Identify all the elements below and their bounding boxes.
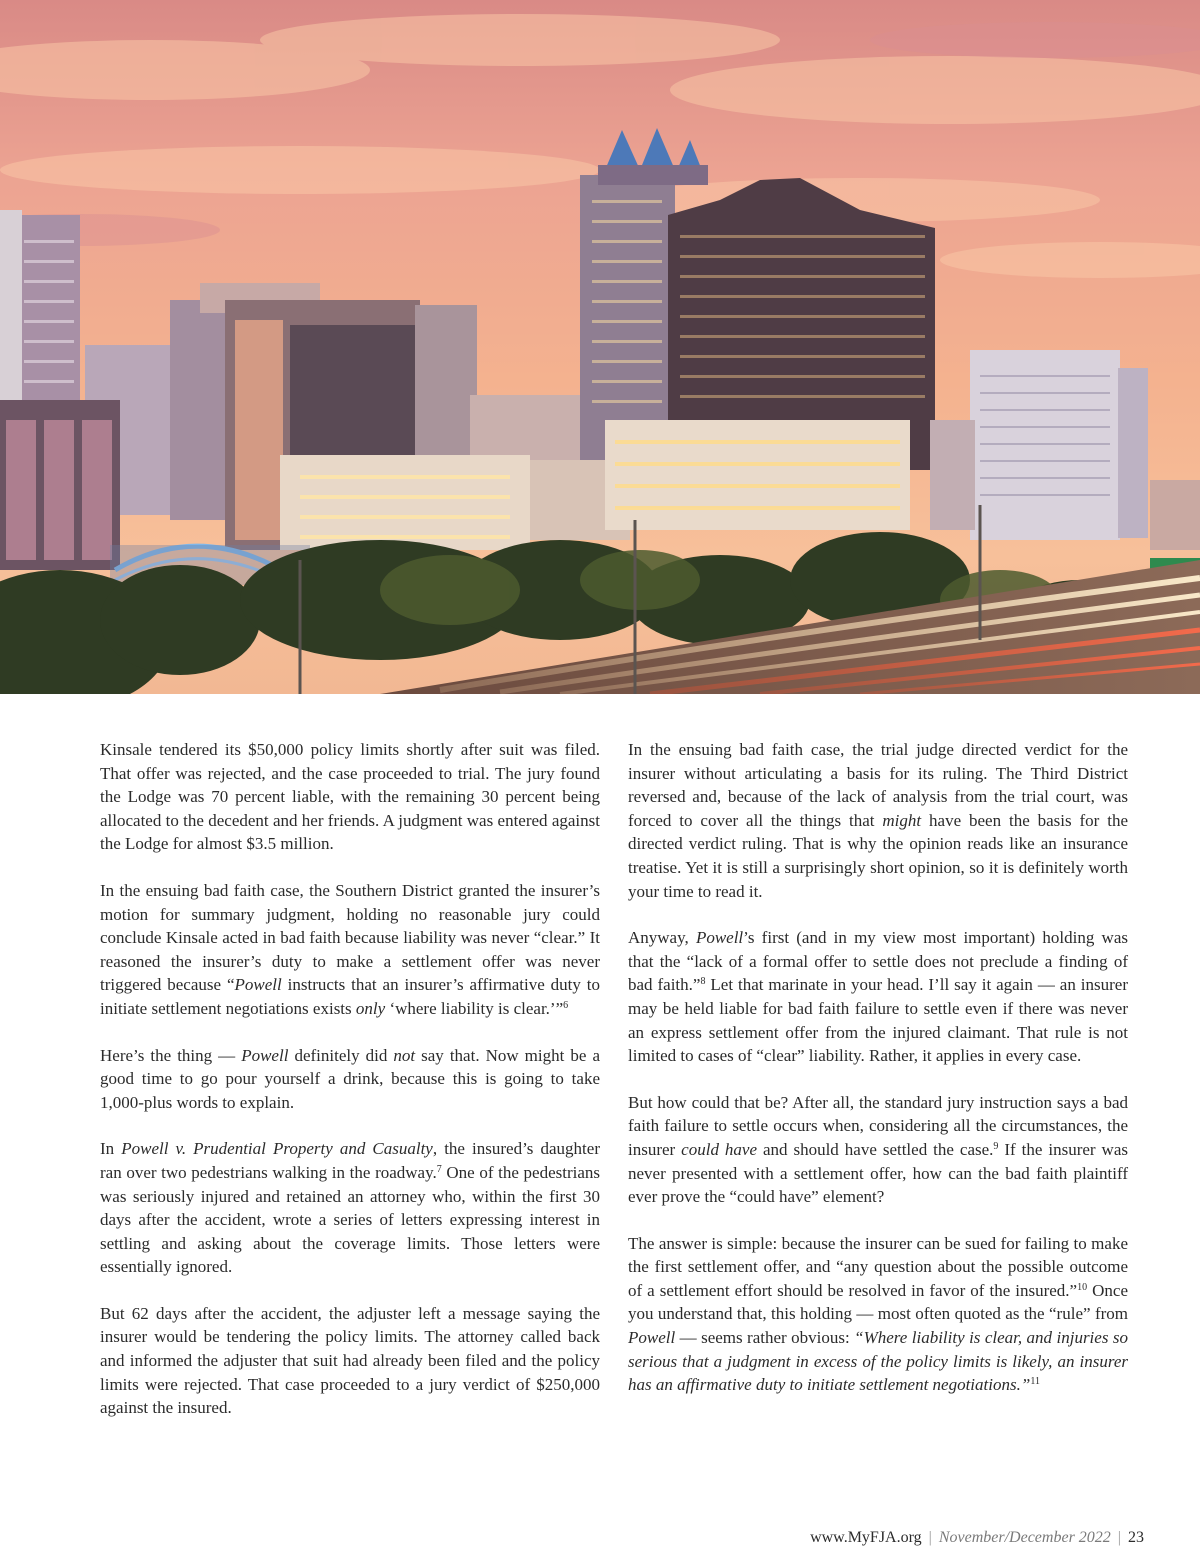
italic-text: only	[355, 998, 386, 1018]
italic-text: might	[882, 810, 922, 830]
footnote-marker: 6	[563, 999, 569, 1011]
footer-separator: |	[1117, 1529, 1121, 1546]
body-paragraph	[628, 738, 1128, 903]
paragraph-text: But 62 days after the accident, the adjuster left a message saying the insurer would be tendering the policy limits. The attorney called back and informed the adjuster that suit had already been filed and the policy limits were rejected. That case proceeded to a jury verdict of $250,000 against the insured.	[100, 1303, 600, 1418]
paragraph-text: In the ensuing bad faith case, the trial judge directed verdict for the insurer without articulating a basis for its ruling. The Third District reversed and, because of the lack of analysis from the trial court, was forced to cover all the things that	[628, 740, 1128, 830]
italic-text: not	[393, 1045, 416, 1065]
italic-text: “Where liability is clear, and injuries so serious that a judgment in excess of the policy limits is likely, an insurer has an affirmative duty to initiate settlement negotiations.”	[628, 1328, 1128, 1395]
paragraph-text: Let that marinate in your head. I’ll say it again — an insurer may be held liable for bad faith failure to settle even if there was never an express settlement offer from the injured claimant. That rule is not limited to cases of “clear” liability. Rather, it applies in every case.	[628, 975, 1129, 1066]
paragraph-text: definitely did	[288, 1045, 394, 1065]
paragraph-text: In the ensuing bad faith case, the Southern District granted the insurer’s motion for summary judgment, holding no reasonable jury could conclude Kinsale acted in bad faith because liability was never “clear.” It reasoned the insurer’s duty to make a settlement offer was never triggered because “	[100, 880, 600, 995]
italic-text: Powell	[695, 928, 744, 948]
right-column	[628, 738, 1128, 1420]
paragraph-text: Kinsale tendered its $50,000 policy limits shortly after suit was filed. That offer was rejected, and the case proceeded to trial. The jury found the Lodge was 70 percent liable, with the remaining 30 percent being allocated to the decedent and her friends. A judgment was entered against the Lodge for almost $3.5 million.	[100, 740, 600, 854]
italic-text: Powell	[234, 975, 282, 995]
footnote-marker: 7	[436, 1163, 442, 1175]
paragraph-text: instructs that an insurer’s affirmative duty to initiate settlement negotiations exists	[100, 975, 601, 1018]
paragraph-text: One of the pedestrians was seriously injured and retained an attorney who, within the first 30 days after the accident, wrote a series of letters expressing interest in settling and asking about the coverage limits. Those letters were essentially ignored.	[100, 1162, 600, 1277]
footer-issue: November/December 2022	[938, 1529, 1111, 1546]
body-paragraph	[100, 1137, 600, 1279]
body-paragraph	[628, 926, 1128, 1068]
paragraph-text: and should have settled the case.	[757, 1139, 994, 1159]
page-footer	[810, 1529, 1144, 1547]
footer-page-number: 23	[1128, 1529, 1144, 1546]
paragraph-text: If the insurer was never presented with a settlement offer, how can the bad faith plaintiff ever prove the “could have” element?	[628, 1139, 1128, 1207]
paragraph-text: The answer is simple: because the insurer can be sued for failing to make the first settlement offer, and “any question about the possible outcome of a settlement effort should be resolved in favor of the insured.”	[628, 1233, 1128, 1300]
italic-text: Powell v. Prudential Property and Casualty	[121, 1139, 433, 1159]
footer-separator: |	[928, 1529, 932, 1546]
footnote-marker: 9	[993, 1140, 999, 1152]
paragraph-text: Once you understand that, this holding — most often quoted as the “rule” from	[628, 1280, 1128, 1324]
city-skyline-sunset-photo	[0, 0, 1200, 694]
body-paragraph	[100, 1302, 600, 1420]
paragraph-text: say that. Now might be a good time to go pour yourself a drink, because this is going to take 1,000-plus words to explain.	[100, 1045, 600, 1112]
paragraph-text: have been the basis for the directed verdict ruling. That is why the opinion reads like an insurance treatise. Yet it is still a surprisingly short opinion, so it is definitely worth your time to read it.	[628, 810, 1128, 901]
paragraph-text: But how could that be? After all, the standard jury instruction says a bad faith failure to settle occurs when, considering all the circumstances, the insurer	[628, 1092, 1128, 1159]
italic-text: could have	[681, 1139, 757, 1159]
paragraph-text: , the insured’s daughter ran over two pedestrians walking in the roadway.	[100, 1139, 600, 1182]
paragraph-text: Here’s the thing —	[100, 1045, 242, 1065]
italic-text: Powell	[241, 1045, 289, 1065]
italic-text: Powell	[628, 1328, 676, 1348]
paragraph-text: ‘where liability is clear.’”	[385, 998, 564, 1018]
paragraph-text: — seems rather obvious:	[675, 1328, 855, 1348]
footnote-marker: 11	[1030, 1376, 1040, 1388]
body-paragraph	[100, 738, 600, 856]
body-paragraph	[100, 879, 600, 1021]
body-paragraph	[628, 1232, 1128, 1397]
paragraph-text: ’s first (and in my view most important) holding was that the “lack of a formal offer to settle does not preclude a finding of bad faith.”	[628, 928, 1128, 995]
hero-photo	[0, 0, 1200, 694]
paragraph-text: In	[100, 1139, 122, 1159]
body-paragraph	[628, 1091, 1128, 1209]
footnote-marker: 10	[1077, 1281, 1088, 1293]
footnote-marker: 8	[700, 976, 706, 988]
body-paragraph	[100, 1044, 600, 1115]
footer-website: www.MyFJA.org	[810, 1529, 922, 1546]
left-column	[100, 738, 600, 1443]
paragraph-text: Anyway,	[628, 928, 696, 948]
